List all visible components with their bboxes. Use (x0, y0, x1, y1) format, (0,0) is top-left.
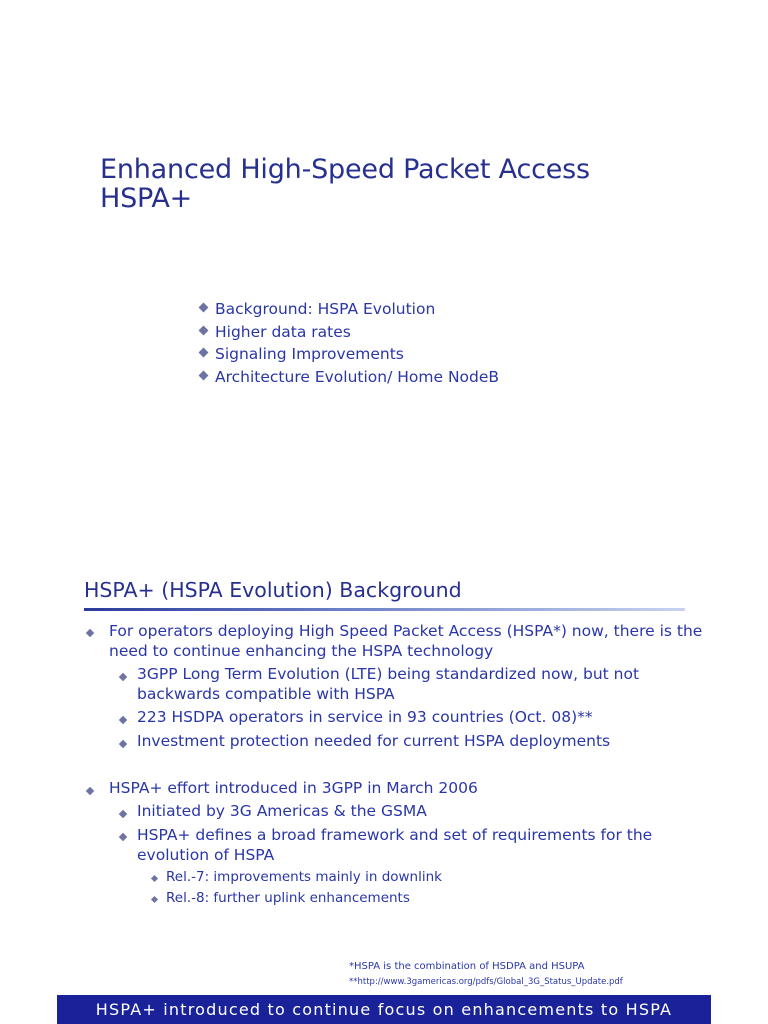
bullet-text: HSPA+ effort introduced in 3GPP in March 2006 (109, 779, 478, 797)
agenda-item-label: Higher data rates (215, 322, 351, 341)
footnote: *HSPA is the combination of HSDPA and HSUPA (349, 961, 585, 972)
summary-banner: HSPA+ introduced to continue focus on enhancements to HSPA (57, 995, 711, 1024)
sub-bullet-text: Investment protection needed for current HSPA deployments (137, 732, 611, 750)
agenda-item (200, 298, 499, 321)
sub-bullet-text: 223 HSDPA operators in service in 93 countries (Oct. 08)** (137, 708, 593, 726)
diamond-bullet-icon (199, 325, 209, 335)
diamond-bullet-icon (151, 875, 158, 882)
diamond-bullet-icon (86, 787, 94, 795)
slide1-title (100, 155, 720, 213)
sub-bullet-text: HSPA+ defines a broad framework and set of requirements for the (137, 826, 653, 844)
diamond-bullet-icon (119, 716, 127, 724)
slide2-title: HSPA+ (HSPA Evolution) Background (84, 578, 462, 602)
diamond-bullet-icon (151, 896, 158, 903)
title-underline (84, 608, 685, 611)
agenda-list (200, 298, 499, 388)
diamond-bullet-icon (119, 810, 127, 818)
footnote-link[interactable]: **http://www.3gamericas.org/pdfs/Global_3G_Status_Update.pdf (349, 977, 623, 987)
diamond-bullet-icon (199, 303, 209, 313)
sub-bullet-text: 3GPP Long Term Evolution (LTE) being standardized now, but not (137, 665, 640, 683)
agenda-item-label: Background: HSPA Evolution (215, 300, 436, 318)
agenda-item (200, 343, 499, 366)
sub-bullet-text: evolution of HSPA (137, 846, 275, 864)
diamond-bullet-icon (199, 348, 209, 358)
agenda-item (200, 321, 499, 344)
sub-bullet-text: backwards compatible with HSPA (137, 685, 395, 703)
agenda-item (200, 366, 499, 389)
diamond-bullet-icon (119, 673, 127, 681)
agenda-item-label: Signaling Improvements (215, 345, 404, 364)
diamond-bullet-icon (199, 370, 209, 380)
diamond-bullet-icon (119, 740, 127, 748)
sub-sub-bullet-text: Rel.-7: improvements mainly in downlink (166, 869, 442, 885)
agenda-item-label: Architecture Evolution/ Home NodeB (215, 367, 500, 386)
slide1-title-line2: HSPA+ (100, 183, 193, 214)
bullet-text: need to continue enhancing the HSPA technology (109, 642, 494, 660)
sub-bullet-text: Initiated by 3G Americas & the GSMA (137, 802, 427, 820)
bullet-text: For operators deploying High Speed Packet Access (HSPA*) now, there is the (109, 622, 703, 640)
sub-sub-bullet-text: Rel.-8: further uplink enhancements (166, 890, 410, 906)
diamond-bullet-icon (86, 629, 94, 637)
slide1-title-line1: Enhanced High-Speed Packet Access (100, 154, 590, 185)
diamond-bullet-icon (119, 833, 127, 841)
